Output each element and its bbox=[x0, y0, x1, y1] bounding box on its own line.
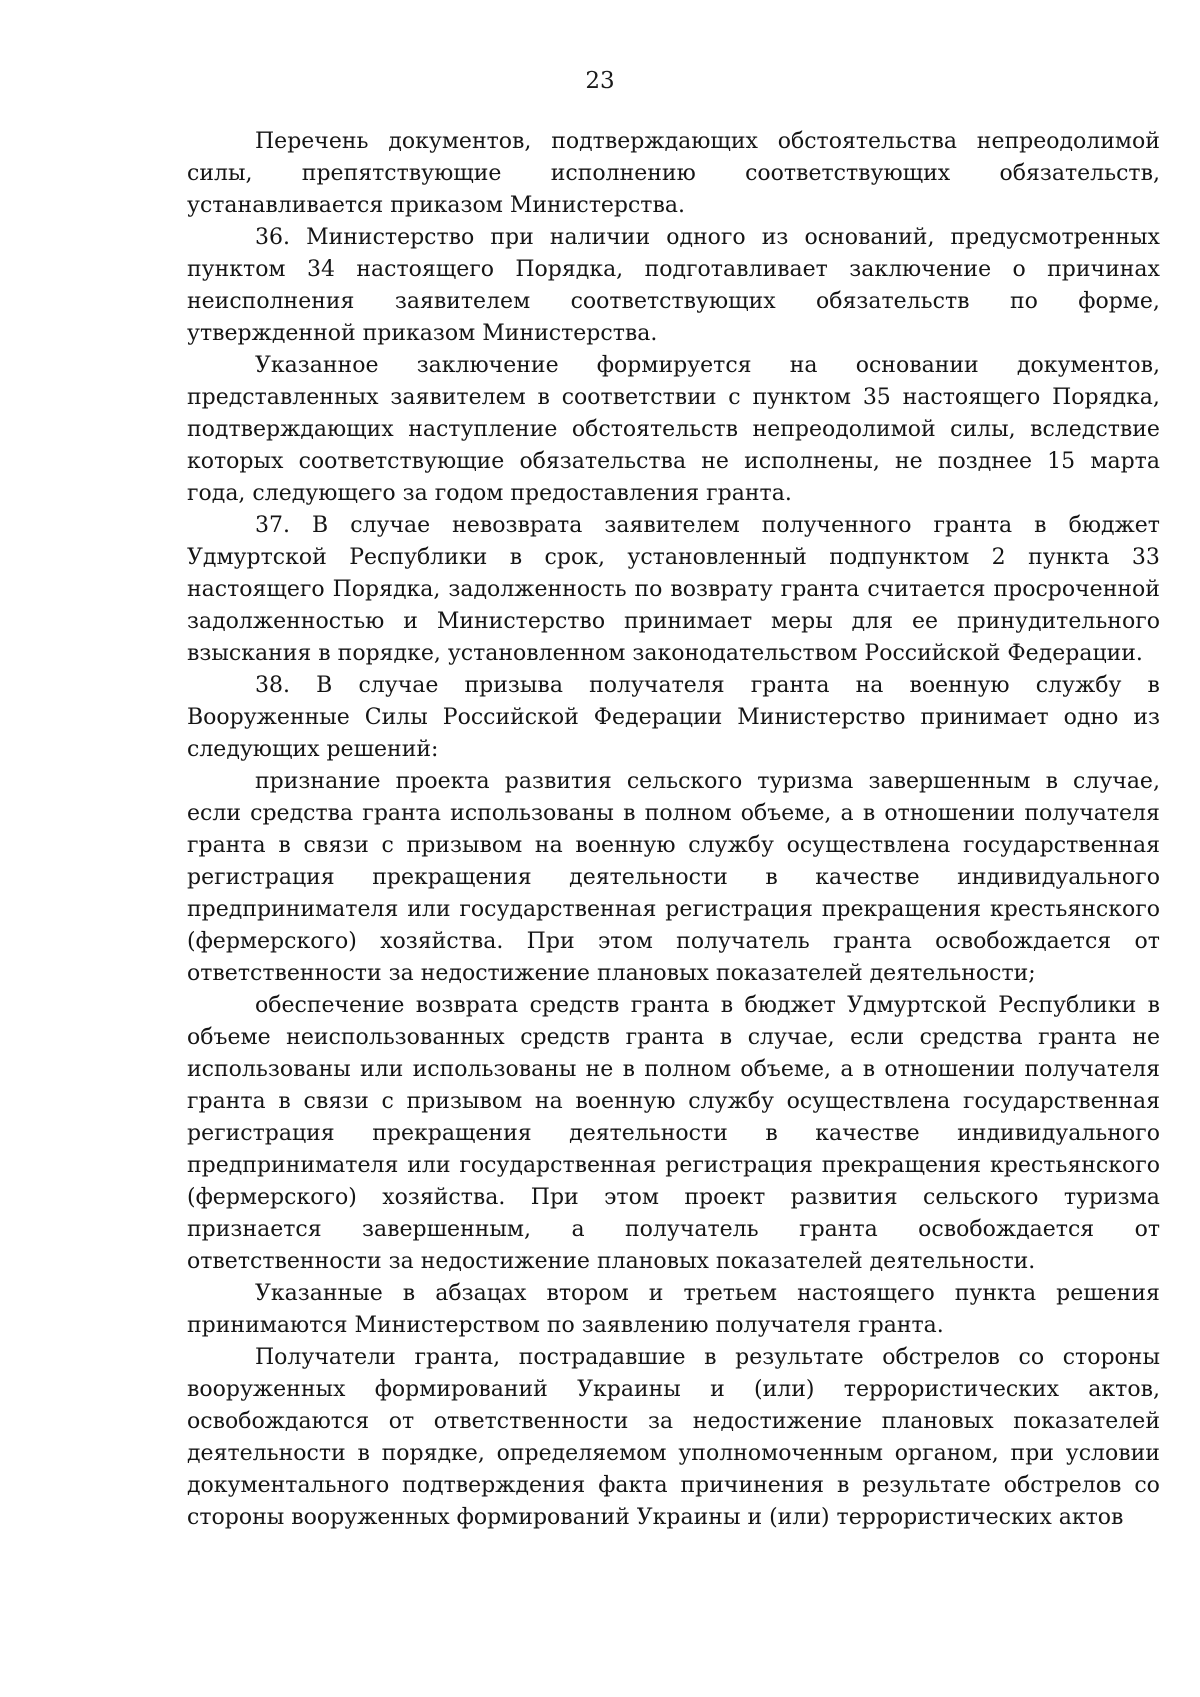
paragraph-line: Указанное заключение формируется на основании документов, bbox=[255, 353, 1160, 378]
paragraph bbox=[187, 222, 1160, 350]
paragraph-line: которых соответствующие обязательства не исполнены, не позднее 15 марта bbox=[187, 449, 1160, 474]
paragraph bbox=[187, 350, 1160, 510]
paragraph-line: вооруженных формирований Украины и (или) террористических актов, bbox=[187, 1377, 1160, 1402]
paragraph-line: если средства гранта использованы в полном объеме, а в отношении получателя bbox=[187, 801, 1160, 826]
paragraph-line: объеме неиспользованных средств гранта в случае, если средства гранта не bbox=[187, 1025, 1160, 1050]
paragraph-line: деятельности в порядке, определяемом уполномоченным органом, при условии bbox=[187, 1441, 1160, 1466]
paragraph-line: устанавливается приказом Министерства. bbox=[187, 193, 685, 218]
paragraph-line: ответственности за недостижение плановых показателей деятельности. bbox=[187, 1249, 1036, 1274]
document-body bbox=[187, 126, 1160, 1534]
paragraph-line: утвержденной приказом Министерства. bbox=[187, 321, 658, 346]
paragraph-line: регистрация прекращения деятельности в качестве индивидуального bbox=[187, 865, 1160, 890]
paragraph-line: 36. Министерство при наличии одного из оснований, предусмотренных bbox=[255, 225, 1160, 250]
paragraph bbox=[187, 1278, 1160, 1342]
paragraph-line: представленных заявителем в соответствии с пунктом 35 настоящего Порядка, bbox=[187, 385, 1160, 410]
paragraph-line: освобождаются от ответственности за недостижение плановых показателей bbox=[187, 1409, 1160, 1434]
paragraph-line: (фермерского) хозяйства. При этом получатель гранта освобождается от bbox=[187, 929, 1160, 954]
paragraph bbox=[187, 1342, 1160, 1534]
paragraph-line: настоящего Порядка, задолженность по возврату гранта считается просроченной bbox=[187, 577, 1160, 602]
paragraph-line: гранта в связи с призывом на военную службу осуществлена государственная bbox=[187, 1089, 1160, 1114]
paragraph-line: 37. В случае невозврата заявителем полученного гранта в бюджет bbox=[255, 513, 1160, 538]
paragraph-line: Получатели гранта, пострадавшие в результате обстрелов со стороны bbox=[255, 1345, 1160, 1370]
paragraph-line: года, следующего за годом предоставления гранта. bbox=[187, 481, 792, 506]
paragraph-line: задолженностью и Министерство принимает меры для ее принудительного bbox=[187, 609, 1160, 634]
paragraph-line: обеспечение возврата средств гранта в бюджет Удмуртской Республики в bbox=[255, 993, 1160, 1018]
paragraph-line: взыскания в порядке, установленном законодательством Российской Федерации. bbox=[187, 641, 1143, 666]
paragraph-line: Вооруженные Силы Российской Федерации Министерство принимает одно из bbox=[187, 705, 1160, 730]
paragraph-line: использованы или использованы не в полном объеме, а в отношении получателя bbox=[187, 1057, 1160, 1082]
paragraph-line: подтверждающих наступление обстоятельств непреодолимой силы, вследствие bbox=[187, 417, 1160, 442]
paragraph bbox=[187, 766, 1160, 990]
paragraph-line: стороны вооруженных формирований Украины и (или) террористических актов bbox=[187, 1505, 1124, 1530]
paragraph-line: гранта в связи с призывом на военную службу осуществлена государственная bbox=[187, 833, 1160, 858]
paragraph-line: регистрация прекращения деятельности в качестве индивидуального bbox=[187, 1121, 1160, 1146]
paragraph bbox=[187, 670, 1160, 766]
page-number: 23 bbox=[585, 68, 615, 94]
paragraph-line: 38. В случае призыва получателя гранта на военную службу в bbox=[255, 673, 1160, 698]
paragraph-line: ответственности за недостижение плановых показателей деятельности; bbox=[187, 961, 1036, 986]
paragraph-line: пунктом 34 настоящего Порядка, подготавливает заключение о причинах bbox=[187, 257, 1160, 282]
paragraph bbox=[187, 126, 1160, 222]
paragraph-line: Указанные в абзацах втором и третьем настоящего пункта решения bbox=[255, 1281, 1160, 1306]
paragraph bbox=[187, 510, 1160, 670]
paragraph-line: силы, препятствующие исполнению соответствующих обязательств, bbox=[187, 161, 1160, 186]
paragraph-line: принимаются Министерством по заявлению получателя гранта. bbox=[187, 1313, 944, 1338]
paragraph-line: признание проекта развития сельского туризма завершенным в случае, bbox=[255, 769, 1160, 794]
paragraph-line: Перечень документов, подтверждающих обстоятельства непреодолимой bbox=[255, 129, 1160, 154]
paragraph-line: предпринимателя или государственная регистрация прекращения крестьянского bbox=[187, 897, 1160, 922]
paragraph-line: следующих решений: bbox=[187, 737, 439, 762]
paragraph-line: Удмуртской Республики в срок, установленный подпунктом 2 пункта 33 bbox=[187, 545, 1160, 570]
paragraph-line: (фермерского) хозяйства. При этом проект развития сельского туризма bbox=[187, 1185, 1160, 1210]
paragraph-line: признается завершенным, а получатель гранта освобождается от bbox=[187, 1217, 1160, 1242]
paragraph bbox=[187, 990, 1160, 1278]
paragraph-line: неисполнения заявителем соответствующих обязательств по форме, bbox=[187, 289, 1160, 314]
paragraph-line: предпринимателя или государственная регистрация прекращения крестьянского bbox=[187, 1153, 1160, 1178]
paragraph-line: документального подтверждения факта причинения в результате обстрелов со bbox=[187, 1473, 1160, 1498]
